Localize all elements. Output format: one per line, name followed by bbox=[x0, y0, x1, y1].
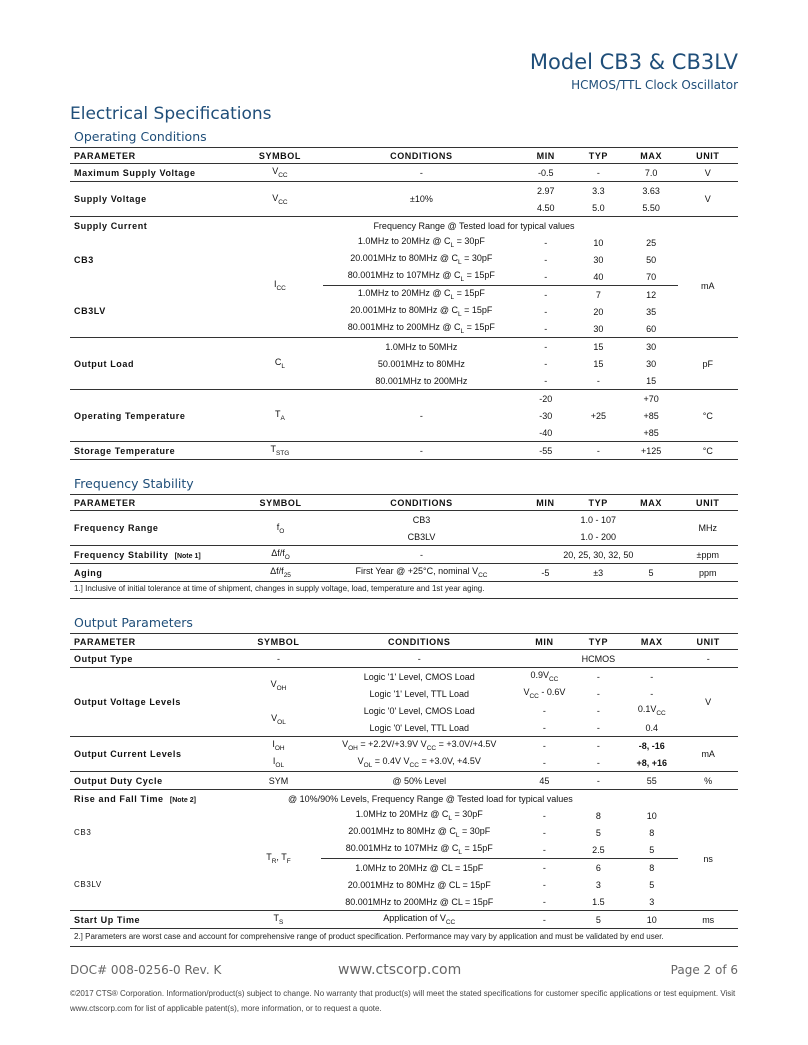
col-symbol: SYMBOL bbox=[237, 495, 324, 511]
condition-cell: 20.001MHz to 80MHz @ $C_L = 30pF$ bbox=[350, 253, 493, 266]
col-min: MIN bbox=[517, 634, 571, 650]
symbol-cell: $\Delta f/f_{25}$ bbox=[237, 564, 324, 582]
col-max: MAX bbox=[625, 148, 678, 164]
col-parameter: PARAMETER bbox=[70, 634, 236, 650]
table-row bbox=[70, 859, 738, 877]
typ-cell: 5 bbox=[595, 827, 601, 838]
symbol-cell: SYM bbox=[236, 772, 322, 790]
condition-cell: CB3LV bbox=[407, 531, 436, 542]
symbol-cell: $C_L$ bbox=[237, 338, 324, 390]
typ-cell: 15 bbox=[593, 358, 604, 369]
max-cell: 10 bbox=[646, 810, 657, 821]
min-cell: - bbox=[544, 254, 548, 265]
min-cell: - bbox=[517, 911, 571, 929]
param-cell: Rise and Fall Time [Note 2] bbox=[70, 790, 236, 808]
max-cell: 0.4 bbox=[645, 722, 659, 733]
typ-cell: 1.0 - 200 bbox=[580, 531, 617, 542]
min-cell: -55 bbox=[519, 442, 572, 460]
col-conditions: CONDITIONS bbox=[321, 634, 517, 650]
unit-cell: ±ppm bbox=[678, 546, 738, 564]
min-cell: - bbox=[542, 827, 546, 838]
min-cell: - bbox=[544, 306, 548, 317]
condition-cell: - bbox=[324, 546, 519, 564]
frequency-stability-table bbox=[70, 494, 738, 582]
cb3-label: CB3 bbox=[74, 254, 94, 265]
max-cell: 5.50 bbox=[642, 202, 660, 213]
condition-cell: 1.0MHz to 20MHz @ CL = 15pF bbox=[321, 859, 517, 877]
unit-cell: ms bbox=[678, 911, 738, 929]
max-cell: +8, +16 bbox=[636, 757, 668, 768]
max-cell: 15 bbox=[646, 375, 657, 386]
operating-conditions-title: Operating Conditions bbox=[74, 129, 207, 144]
unit-cell: MHz bbox=[698, 523, 717, 533]
min-cell: - bbox=[519, 338, 572, 356]
page-number: Page 2 of 6 bbox=[670, 963, 738, 977]
max-cell: 50 bbox=[646, 254, 657, 265]
unit-cell: V bbox=[678, 668, 738, 737]
col-parameter: PARAMETER bbox=[70, 495, 237, 511]
max-cell: +85 bbox=[643, 427, 659, 438]
table-row bbox=[70, 286, 738, 304]
max-cell: 5 bbox=[649, 844, 655, 855]
max-cell: 25 bbox=[646, 237, 657, 248]
table-row bbox=[70, 234, 738, 251]
symbol-cell: $f_O$ bbox=[276, 521, 285, 535]
max-cell: 12 bbox=[625, 286, 678, 304]
typ-cell: 30 bbox=[593, 254, 604, 265]
output-parameters-table bbox=[70, 633, 738, 929]
typ-cell: 7 bbox=[572, 286, 625, 304]
condition-cell: 80.001MHz to 200MHz @ $C_L = 15pF$ bbox=[347, 322, 495, 335]
condition-cell: - bbox=[417, 653, 421, 664]
table-header-row bbox=[70, 495, 738, 511]
symbol-cell: $I_{OL}$ bbox=[272, 756, 285, 769]
typ-cell: 10 bbox=[593, 237, 604, 248]
table-row bbox=[70, 564, 738, 582]
cb3lv-label: CB3LV bbox=[74, 306, 106, 317]
param-cell: Frequency Stability [Note 1] bbox=[70, 546, 237, 564]
condition-cell: 1.0MHz to 50MHz bbox=[323, 338, 519, 356]
condition-cell: 80.001MHz to 107MHz @ $C_L = 15pF$ bbox=[345, 843, 493, 856]
symbol-cell: - bbox=[276, 653, 280, 664]
note-1: 1.] Inclusive of initial tolerance at time of shipment, changes in supply voltage, load, temperature and 1st year aging. bbox=[74, 584, 485, 593]
table-row bbox=[70, 911, 738, 929]
col-min: MIN bbox=[519, 495, 572, 511]
param-cell: Frequency Range bbox=[74, 523, 159, 533]
max-cell: +70 bbox=[625, 390, 678, 408]
min-cell: - bbox=[544, 237, 548, 248]
unit-cell: mA bbox=[701, 280, 715, 291]
col-unit: UNIT bbox=[678, 634, 738, 650]
table-row bbox=[70, 772, 738, 790]
min-cell: - bbox=[544, 375, 548, 386]
typ-cell: - bbox=[572, 668, 626, 686]
param-cell: Operating Temperature bbox=[70, 390, 237, 442]
min-cell: - bbox=[542, 896, 546, 907]
condition-cell: First Year @ +25°C, nominal $V_{CC}$ bbox=[324, 564, 519, 582]
max-cell: - bbox=[650, 688, 654, 699]
website-link[interactable]: www.ctscorp.com bbox=[338, 962, 462, 978]
max-cell: +125 bbox=[625, 442, 678, 460]
condition-cell: Application of $V_{CC}$ bbox=[321, 911, 517, 929]
max-cell: 8 bbox=[649, 827, 655, 838]
typ-cell: 20, 25, 30, 32, 50 bbox=[519, 546, 677, 564]
condition-cell: 1.0MHz to 20MHz @ $C_L = 30pF$ bbox=[357, 236, 485, 249]
typ-cell: 8 bbox=[595, 810, 601, 821]
note-divider bbox=[70, 598, 738, 599]
max-cell: 5 bbox=[625, 564, 678, 582]
condition-cell: Logic '0' Level, TTL Load bbox=[369, 722, 469, 733]
max-cell: 3 bbox=[649, 896, 655, 907]
min-cell: -0.5 bbox=[538, 167, 554, 178]
typ-cell: 5 bbox=[572, 911, 626, 929]
min-cell: -5 bbox=[519, 564, 572, 582]
col-unit: UNIT bbox=[678, 148, 738, 164]
condition-cell: 20.001MHz to 80MHz @ CL = 15pF bbox=[347, 879, 491, 890]
condition-cell: Frequency Range @ Tested load for typical values bbox=[323, 217, 625, 235]
condition-cell: - bbox=[323, 442, 519, 460]
condition-cell: CB3 bbox=[412, 514, 431, 525]
typ-cell: ±3 bbox=[572, 564, 625, 582]
min-cell: $0.9V_{CC}$ bbox=[517, 668, 571, 686]
min-cell: - bbox=[544, 358, 548, 369]
condition-cell: - bbox=[419, 167, 423, 178]
condition-cell: @ 50% Level bbox=[321, 772, 517, 790]
typ-cell: - bbox=[596, 705, 600, 716]
typ-cell: 1.0 - 107 bbox=[580, 514, 617, 525]
condition-cell: - bbox=[323, 390, 519, 442]
max-cell: +85 bbox=[643, 410, 659, 421]
typ-cell: 20 bbox=[593, 306, 604, 317]
param-cell: Output Type bbox=[74, 653, 133, 664]
table-row bbox=[70, 511, 738, 529]
min-cell: - bbox=[542, 705, 546, 716]
min-cell: 2.97 bbox=[519, 182, 572, 200]
max-cell: 8 bbox=[625, 859, 678, 877]
unit-cell: % bbox=[678, 772, 738, 790]
condition-cell: Logic '1' Level, CMOS Load bbox=[321, 668, 517, 686]
min-cell: $V_{CC} - 0.6V$ bbox=[523, 687, 566, 700]
min-cell: -40 bbox=[539, 427, 553, 438]
typ-cell: 2.5 bbox=[592, 844, 605, 855]
typ-cell: - bbox=[596, 757, 600, 768]
col-unit: UNIT bbox=[678, 495, 738, 511]
condition-cell: 50.001MHz to 80MHz bbox=[377, 358, 465, 369]
max-cell: $0.1V_{CC}$ bbox=[637, 704, 666, 717]
typ-cell: 30 bbox=[593, 323, 604, 334]
unit-cell: pF bbox=[678, 338, 738, 390]
unit-cell: °C bbox=[678, 390, 738, 442]
table-row bbox=[70, 790, 738, 808]
symbol-cell: $T_R$, $T_F$ bbox=[266, 852, 291, 865]
col-symbol: SYMBOL bbox=[237, 148, 324, 164]
unit-cell: V bbox=[704, 167, 711, 178]
typ-cell: - bbox=[572, 772, 626, 790]
param-cell: Output Load bbox=[70, 338, 237, 390]
min-cell: - bbox=[542, 757, 546, 768]
max-cell: 10 bbox=[625, 911, 678, 929]
typ-cell: 15 bbox=[572, 338, 625, 356]
unit-cell: - bbox=[706, 653, 710, 664]
col-max: MAX bbox=[625, 634, 678, 650]
unit-cell: mA bbox=[678, 737, 738, 772]
min-cell: - bbox=[542, 722, 546, 733]
min-cell: -20 bbox=[519, 390, 572, 408]
table-row bbox=[70, 442, 738, 460]
symbol-cell: $I_{OH}$ bbox=[236, 737, 322, 755]
typ-cell: - bbox=[572, 442, 625, 460]
param-cell: Output Voltage Levels bbox=[70, 668, 236, 737]
table-row bbox=[70, 807, 738, 824]
condition-cell: @ 10%/90% Levels, Frequency Range @ Tested load for typical values bbox=[236, 790, 626, 808]
col-symbol: SYMBOL bbox=[236, 634, 322, 650]
symbol-cell: $T_{STG}$ bbox=[237, 442, 324, 460]
param-cell: Output Duty Cycle bbox=[70, 772, 236, 790]
table-row bbox=[70, 737, 738, 755]
min-cell: 4.50 bbox=[537, 202, 555, 213]
max-cell: 7.0 bbox=[644, 167, 658, 178]
output-parameters-title: Output Parameters bbox=[74, 615, 193, 630]
condition-cell: 80.001MHz to 200MHz bbox=[375, 375, 468, 386]
typ-cell: +25 bbox=[572, 390, 625, 442]
typ-cell: - bbox=[572, 737, 626, 755]
table-row bbox=[70, 217, 738, 235]
col-parameter: PARAMETER bbox=[70, 148, 237, 164]
min-cell: - bbox=[544, 271, 548, 282]
typ-cell: 40 bbox=[593, 271, 604, 282]
symbol-cell: $V_{OL}$ bbox=[271, 712, 286, 726]
min-cell: - bbox=[517, 737, 571, 755]
table-row bbox=[70, 164, 738, 182]
param-cell: Supply Current bbox=[70, 217, 237, 235]
max-cell: 70 bbox=[646, 271, 657, 282]
typ-cell: - bbox=[596, 722, 600, 733]
condition-cell: ±10% bbox=[323, 182, 519, 217]
document-title: Model CB3 & CB3LV bbox=[529, 50, 738, 74]
param-cell: Start Up Time bbox=[70, 911, 236, 929]
max-cell: 3.63 bbox=[625, 182, 678, 200]
operating-conditions-table bbox=[70, 147, 738, 460]
table-row bbox=[70, 650, 738, 668]
param-cell: Storage Temperature bbox=[70, 442, 237, 460]
frequency-stability-title: Frequency Stability bbox=[74, 476, 194, 491]
table-row bbox=[70, 182, 738, 200]
table-row bbox=[70, 338, 738, 356]
symbol-cell: $V_{CC}$ bbox=[237, 182, 324, 217]
cb3-label: CB3 bbox=[74, 828, 92, 838]
typ-cell: 6 bbox=[572, 859, 626, 877]
col-conditions: CONDITIONS bbox=[324, 495, 519, 511]
max-cell: 5 bbox=[649, 879, 655, 890]
typ-cell: 3.3 bbox=[572, 182, 625, 200]
condition-cell: Logic '1' Level, TTL Load bbox=[369, 688, 469, 699]
max-cell: -8, -16 bbox=[625, 737, 678, 755]
typ-cell: - bbox=[596, 167, 600, 178]
table-row bbox=[70, 390, 738, 408]
doc-number: DOC# 008-0256-0 Rev. K bbox=[70, 963, 222, 977]
note-divider bbox=[70, 946, 738, 947]
col-min: MIN bbox=[519, 148, 572, 164]
param-cell: Output Current Levels bbox=[70, 737, 236, 772]
condition-cell: 1.0MHz to 20MHz @ $C_L = 15pF$ bbox=[323, 286, 519, 304]
condition-cell: $V_{OL} = 0.4V$ $V_{CC} = +3.0V$, +4.5V bbox=[357, 756, 481, 769]
note-2: 2.] Parameters are worst case and account for comprehensive range of product specification. Performance may vary by application and must be validated by end user. bbox=[74, 932, 664, 941]
param-cell: Supply Voltage bbox=[70, 182, 237, 217]
symbol-cell: $V_{OH}$ bbox=[236, 668, 322, 703]
max-cell: 60 bbox=[646, 323, 657, 334]
typ-cell: HCMOS bbox=[581, 653, 616, 664]
min-cell: - bbox=[519, 286, 572, 304]
typ-cell: - bbox=[596, 688, 600, 699]
unit-cell: ns bbox=[703, 853, 713, 864]
min-cell: -30 bbox=[539, 410, 553, 421]
param-cell: Maximum Supply Voltage bbox=[74, 167, 196, 178]
table-row bbox=[70, 546, 738, 564]
condition-cell: 20.001MHz to 80MHz @ $C_L = 15pF$ bbox=[350, 305, 493, 318]
section-title: Electrical Specifications bbox=[70, 104, 272, 124]
condition-cell: 1.0MHz to 20MHz @ $C_L = 30pF$ bbox=[355, 809, 483, 822]
max-cell: 30 bbox=[625, 338, 678, 356]
legal-notice: ©2017 CTS® Corporation. Information/product(s) subject to change. No warranty that product(s) will meet the stated specifications for customer specific applications or test equipment. Visit www.ctscorp.com for list of applicable patent(s), more information, or to request a quote. bbox=[70, 989, 736, 1013]
typ-cell: 5.0 bbox=[592, 202, 605, 213]
max-cell: 30 bbox=[646, 358, 657, 369]
condition-cell: 20.001MHz to 80MHz @ $C_L = 30pF$ bbox=[348, 826, 491, 839]
document-subtitle: HCMOS/TTL Clock Oscillator bbox=[571, 78, 738, 92]
col-typ: TYP bbox=[572, 495, 625, 511]
symbol-cell: $V_{CC}$ bbox=[272, 166, 288, 179]
min-cell: - bbox=[544, 323, 548, 334]
max-cell: - bbox=[625, 668, 678, 686]
condition-cell: 80.001MHz to 107MHz @ $C_L = 15pF$ bbox=[347, 270, 495, 283]
param-cell: Aging bbox=[70, 564, 237, 582]
symbol-cell: $T_S$ bbox=[236, 911, 322, 929]
min-cell: - bbox=[542, 844, 546, 855]
symbol-cell: $\Delta f/f_O$ bbox=[237, 546, 324, 564]
condition-cell: Logic '0' Level, CMOS Load bbox=[363, 705, 475, 716]
min-cell: 45 bbox=[517, 772, 571, 790]
table-row bbox=[70, 668, 738, 686]
symbol-cell: $I_{CC}$ bbox=[273, 279, 286, 292]
col-max: MAX bbox=[625, 495, 678, 511]
typ-cell: 3 bbox=[595, 879, 601, 890]
col-typ: TYP bbox=[572, 634, 626, 650]
symbol-cell: $T_A$ bbox=[237, 390, 324, 442]
unit-cell: ppm bbox=[678, 564, 738, 582]
unit-cell: V bbox=[678, 182, 738, 217]
table-header-row bbox=[70, 634, 738, 650]
col-typ: TYP bbox=[572, 148, 625, 164]
unit-cell: °C bbox=[678, 442, 738, 460]
typ-cell: - bbox=[596, 375, 600, 386]
max-cell: 55 bbox=[625, 772, 678, 790]
condition-cell: $V_{OH} = +2.2V/+3.9V$ $V_{CC} = +3.0V/+4.5V$ bbox=[321, 737, 517, 755]
min-cell: - bbox=[542, 810, 546, 821]
max-cell: 35 bbox=[646, 306, 657, 317]
condition-cell: 80.001MHz to 200MHz @ CL = 15pF bbox=[345, 896, 494, 907]
min-cell: - bbox=[542, 879, 546, 890]
cb3lv-label: CB3LV bbox=[74, 879, 102, 889]
typ-cell: 1.5 bbox=[592, 896, 605, 907]
col-conditions: CONDITIONS bbox=[323, 148, 519, 164]
table-header-row bbox=[70, 148, 738, 164]
min-cell: - bbox=[517, 859, 571, 877]
